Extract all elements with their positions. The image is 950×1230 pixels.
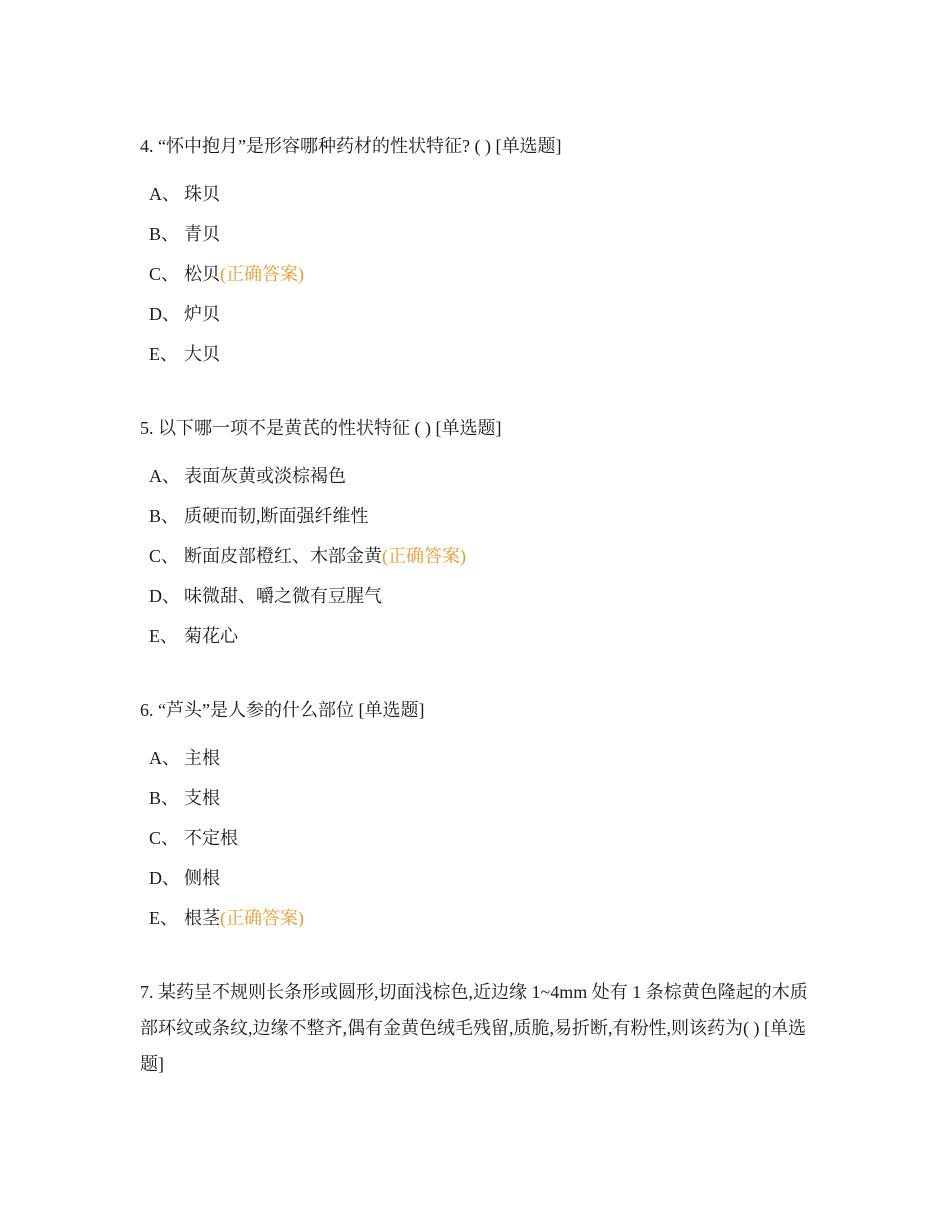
option-letter: A、 (149, 466, 180, 486)
option-text: 大贝 (184, 344, 220, 364)
correct-answer-mark: (正确答案) (220, 908, 304, 928)
question-title: 6. “芦头”是人参的什么部位 [单选题] (140, 700, 425, 720)
option-b (140, 214, 820, 254)
option-text: 炉贝 (184, 304, 220, 324)
option-letter: C、 (149, 546, 180, 566)
option-letter: D、 (149, 304, 180, 324)
option-text: 断面皮部橙红、木部金黄 (184, 546, 382, 566)
question-title: 4. “怀中抱月”是形容哪种药材的性状特征? ( ) [单选题] (140, 136, 562, 156)
option-d (140, 294, 820, 334)
option-a (140, 174, 820, 214)
option-list (140, 456, 820, 656)
option-letter: C、 (149, 828, 180, 848)
option-text: 青贝 (184, 224, 220, 244)
option-b (140, 778, 820, 818)
question-6 (140, 692, 820, 938)
option-letter: C、 (149, 264, 180, 284)
question-title: 7. 某药呈不规则长条形或圆形,切面浅棕色,近边缘 1~4mm 处有 1 条棕黄色隆起的木质部环纹或条纹,边缘不整齐,偶有金黄色绒毛残留,质脆,易折断,有粉性,则该药为( ) [单选题] (140, 982, 808, 1074)
option-d (140, 858, 820, 898)
option-letter: B、 (149, 788, 180, 808)
option-c (140, 818, 820, 858)
option-c (140, 536, 820, 576)
option-text: 质硬而韧,断面强纤维性 (184, 506, 369, 526)
option-text: 珠贝 (184, 184, 220, 204)
correct-answer-mark: (正确答案) (220, 264, 304, 284)
option-text: 表面灰黄或淡棕褐色 (184, 466, 346, 486)
question-5 (140, 410, 820, 656)
option-text: 主根 (184, 748, 220, 768)
option-letter: D、 (149, 868, 180, 888)
question-title: 5. 以下哪一项不是黄芪的性状特征 ( ) [单选题] (140, 418, 502, 438)
question-7 (140, 974, 820, 1082)
option-text: 菊花心 (184, 626, 238, 646)
option-e (140, 616, 820, 656)
option-text: 松贝 (184, 264, 220, 284)
option-d (140, 576, 820, 616)
option-c (140, 254, 820, 294)
option-text: 侧根 (184, 868, 220, 888)
correct-answer-mark: (正确答案) (382, 546, 466, 566)
option-letter: B、 (149, 224, 180, 244)
option-b (140, 496, 820, 536)
question-4 (140, 128, 820, 374)
option-e (140, 898, 820, 938)
option-list (140, 174, 820, 374)
option-letter: B、 (149, 506, 180, 526)
option-a (140, 456, 820, 496)
option-letter: A、 (149, 184, 180, 204)
option-text: 不定根 (184, 828, 238, 848)
option-text: 根茎 (184, 908, 220, 928)
option-list (140, 738, 820, 938)
option-text: 支根 (184, 788, 220, 808)
option-letter: E、 (149, 626, 178, 646)
option-letter: E、 (149, 908, 178, 928)
option-a (140, 738, 820, 778)
option-letter: E、 (149, 344, 178, 364)
option-letter: D、 (149, 586, 180, 606)
option-text: 味微甜、嚼之微有豆腥气 (184, 586, 382, 606)
option-letter: A、 (149, 748, 180, 768)
option-e (140, 334, 820, 374)
